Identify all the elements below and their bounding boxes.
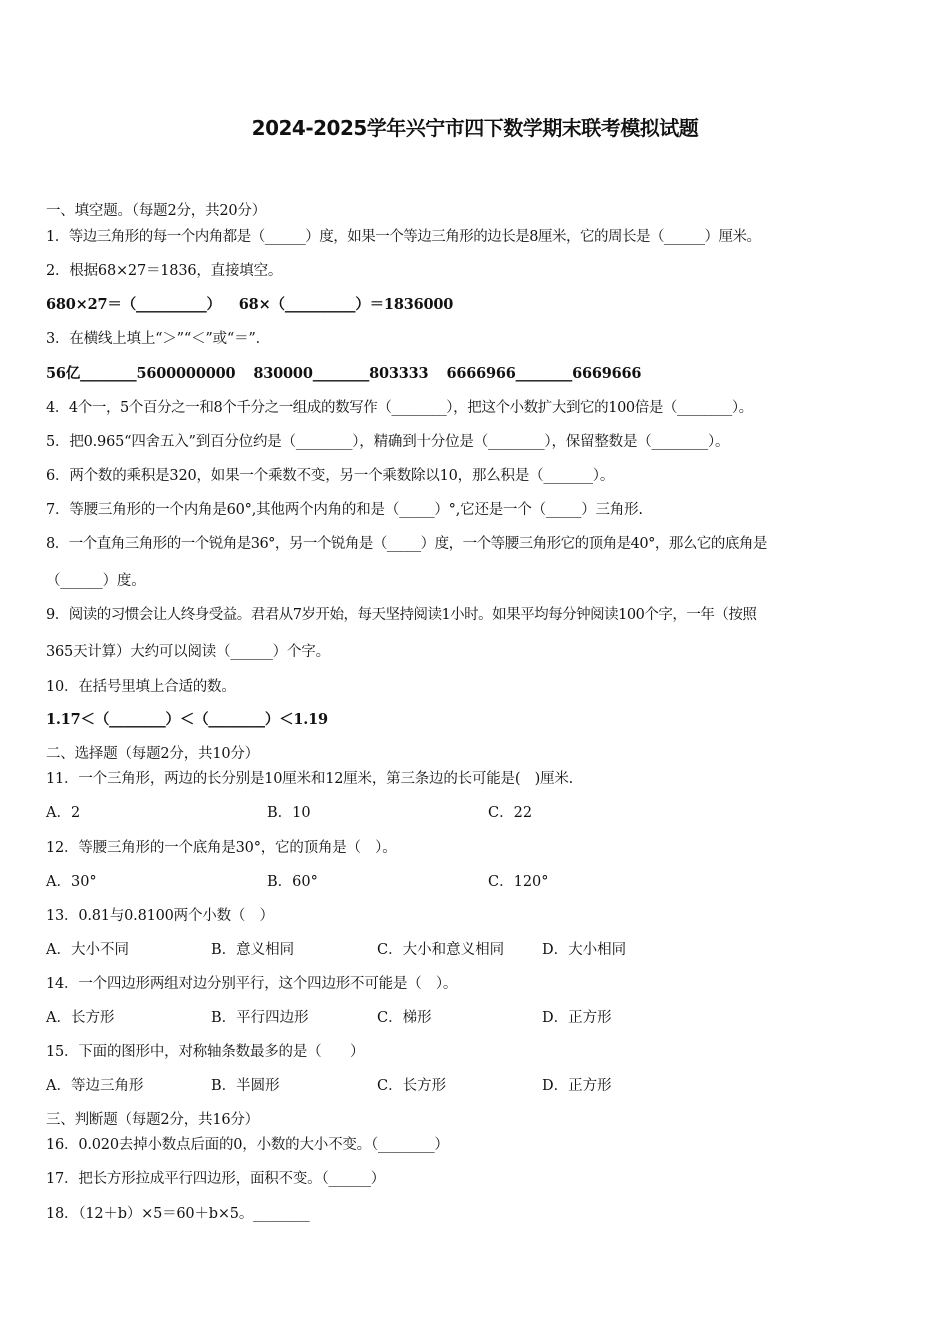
option-c[interactable]: C．120°	[488, 874, 549, 890]
question-14: 14．一个四边形两组对边分别平行，这个四边形不可能是（ ）。	[46, 976, 458, 992]
question-9-line-2: 365天计算）大约可以阅读（______）个字。	[46, 644, 330, 660]
question-11: 11．一个三角形，两边的长分别是10厘米和12厘米，第三条边的长可能是( )厘米.	[46, 771, 574, 787]
option-c[interactable]: C．22	[488, 805, 533, 821]
option-d[interactable]: D．正方形	[542, 1078, 612, 1094]
option-a[interactable]: A．30°	[46, 874, 97, 890]
option-a[interactable]: A．等边三角形	[46, 1078, 144, 1094]
option-a[interactable]: A．大小不同	[46, 942, 129, 958]
option-b[interactable]: B．平行四边形	[211, 1010, 309, 1026]
section-heading-choice: 二、选择题（每题2分，共10分）	[46, 746, 259, 762]
question-10-blanks[interactable]: 1.17＜（________）＜（________）＜1.19	[46, 711, 328, 728]
question-10: 10．在括号里填上合适的数。	[46, 679, 236, 695]
option-b[interactable]: B．10	[267, 805, 311, 821]
question-18: 18．（12＋b）×5＝60＋b×5。________	[46, 1206, 310, 1222]
question-8-line-2: （______）度。	[46, 573, 146, 589]
question-2-blank-b[interactable]: 68×（__________）＝1836000	[238, 296, 454, 313]
question-7: 7．等腰三角形的一个内角是60°,其他两个内角的和是（_____）°,它还是一个（_____）三角形.	[46, 502, 643, 518]
question-6: 6．两个数的乘积是320，如果一个乘数不变，另一个乘数除以10，那么积是（_______）。	[46, 468, 615, 484]
question-15: 15．下面的图形中，对称轴条数最多的是（ ）	[46, 1044, 365, 1060]
question-3-blanks	[46, 364, 641, 384]
option-c[interactable]: C．大小和意义相同	[377, 942, 505, 958]
question-12: 12．等腰三角形的一个底角是30°，它的顶角是（ ）。	[46, 840, 397, 856]
section-heading-fill-blank: 一、填空题。（每题2分，共20分）	[46, 203, 267, 219]
question-2: 2．根据68×27＝1836，直接填空。	[46, 263, 283, 279]
question-9-line-1: 9．阅读的习惯会让人终身受益。君君从7岁开始，每天坚持阅读1小时。如果平均每分钟阅读100个字，一年（按照	[46, 607, 757, 623]
question-3-blank-c[interactable]: 6666966________6669666	[446, 365, 642, 382]
question-17: 17．把长方形拉成平行四边形，面积不变。（______）	[46, 1171, 386, 1187]
option-d[interactable]: D．正方形	[542, 1010, 612, 1026]
option-b[interactable]: B．半圆形	[211, 1078, 280, 1094]
option-a[interactable]: A．2	[46, 805, 81, 821]
option-b[interactable]: B．意义相同	[211, 942, 295, 958]
page-title: 2024-2025学年兴宁市四下数学期末联考模拟试题	[251, 116, 699, 140]
question-16: 16．0.020去掉小数点后面的0，小数的大小不变。（________）	[46, 1137, 449, 1153]
section-heading-true-false: 三、判断题（每题2分，共16分）	[46, 1112, 259, 1128]
question-4: 4．4个一，5个百分之一和8个千分之一组成的数写作（________），把这个小数扩大到它的100倍是（________）。	[46, 400, 753, 416]
option-c[interactable]: C．梯形	[377, 1010, 432, 1026]
question-2-blanks	[46, 295, 453, 315]
question-1: 1．等边三角形的每一个内角都是（______）度，如果一个等边三角形的边长是8厘米，它的周长是（______）厘米。	[46, 229, 761, 245]
question-3-blank-b[interactable]: 830000________803333	[253, 365, 429, 382]
question-3: 3．在横线上填上“＞”“＜”或“＝”．	[46, 331, 270, 347]
question-13: 13．0.81与0.8100两个小数（ ）	[46, 908, 274, 924]
question-3-blank-a[interactable]: 56亿________5600000000	[46, 365, 236, 382]
option-a[interactable]: A．长方形	[46, 1010, 115, 1026]
question-2-blank-a[interactable]: 680×27＝（__________）	[46, 296, 221, 313]
option-d[interactable]: D．大小相同	[542, 942, 627, 958]
question-5: 5．把0.965“四舍五入”到百分位约是（________），精确到十分位是（________），保留整数是（________）。	[46, 434, 730, 450]
option-b[interactable]: B．60°	[267, 874, 318, 890]
option-c[interactable]: C．长方形	[377, 1078, 447, 1094]
question-8-line-1: 8．一个直角三角形的一个锐角是36°，另一个锐角是（_____）度，一个等腰三角形它的顶角是40°，那么它的底角是	[46, 536, 767, 552]
